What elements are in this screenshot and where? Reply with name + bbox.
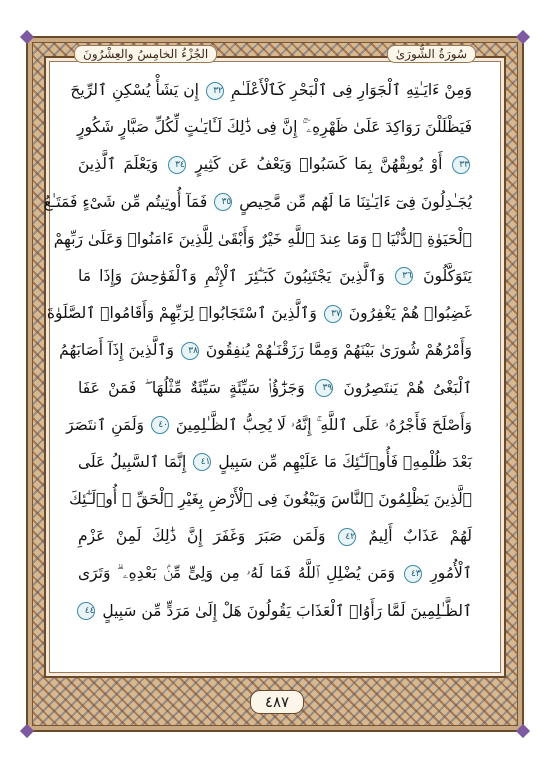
verse-number-marker: ٣٨: [181, 342, 199, 360]
verse-text: وَأَصْلَحَ فَأَجْرُهُۥ عَلَى ٱللَّهِ ۚ إِنَّهُۥ لَا يُحِبُّ ٱلظَّـٰلِمِينَ: [175, 415, 472, 434]
verse-text: ٱلْبَغْىُ هُمْ يَنتَصِرُونَ: [343, 378, 472, 397]
verse-number-marker: ٤١: [193, 453, 211, 471]
verse-number-marker: ٣٩: [315, 379, 333, 397]
text-line: [70, 72, 472, 109]
verse-text: وَمَن يُضْلِلِ ٱللَّهُ فَمَا لَهُۥ مِن وَلِىٍّ مِّنۢ بَعْدِهِۦ ۗ وَتَرَى: [78, 564, 395, 583]
verse-text: ٱلظَّـٰلِمِينَ لَمَّا رَأَوُا۟ ٱلْعَذَابَ يَقُولُونَ هَلْ إِلَىٰ مَرَدٍّ مِّن سَبِيلٍ: [102, 601, 472, 620]
verse-text: يُجَـٰدِلُونَ فِىٓ ءَايَـٰتِنَا مَا لَهُم مِّن مَّحِيصٍ: [239, 192, 472, 211]
verse-text: وَلَمَنِ ٱنتَصَرَ: [66, 415, 145, 434]
verse-text: يَتَوَكَّلُونَ: [423, 266, 472, 285]
verse-number-marker: ٣٥: [214, 193, 232, 211]
verse-text: غَضِبُوا۟ هُمْ يَغْفِرُونَ: [348, 304, 472, 323]
verse-text: أَوْ يُوبِقْهُنَّ بِمَا كَسَبُوا۟ وَيَعْفُ عَن كَثِيرٍ: [195, 155, 443, 174]
text-line: [46, 295, 472, 332]
verse-text: ٱلْأُمُورِ: [430, 564, 472, 583]
verse-text: وَٱلَّذِينَ يَجْتَنِبُونَ كَبَـٰٓئِرَ ٱلْإِثْمِ وَٱلْفَوَٰحِشَ وَإِذَا مَا: [78, 266, 385, 285]
verse-number-marker: ٣٤: [168, 156, 186, 174]
text-line: [78, 593, 472, 630]
surah-title: سُورَةُ الشُّورَىٰ: [387, 45, 476, 63]
verse-text: إِنَّمَا ٱلسَّبِيلُ عَلَى: [78, 452, 187, 471]
verse-number-marker: ٤٠: [151, 416, 169, 434]
verse-text: وَجَزَٰٓؤُا۟ سَيِّئَةٍ سَيِّئَةٌ مِّثْلُهَا ۖ فَمَنْ عَفَا: [78, 378, 305, 397]
verse-number-marker: ٣٧: [324, 305, 342, 323]
verse-number-marker: ٣٣: [452, 156, 470, 174]
verse-text: وَلَمَن صَبَرَ وَغَفَرَ إِنَّ ذَٰلِكَ لَمِنْ عَزْمِ: [78, 527, 326, 546]
quran-text-block: [43, 72, 473, 668]
text-line: [78, 555, 472, 592]
page-header: [44, 44, 506, 64]
text-line: [78, 444, 472, 481]
text-line: [78, 258, 472, 295]
verse-text: وَأَمْرُهُمْ شُورَىٰ بَيْنَهُمْ وَمِمَّا رَزَقْنَـٰهُمْ يُنفِقُونَ: [205, 341, 472, 360]
page-number: ٤٨٧: [250, 690, 304, 714]
verse-text: وَمِنْ ءَايَـٰتِهِ ٱلْجَوَارِ فِى ٱلْبَحْرِ كَٱلْأَعْلَـٰمِ: [230, 81, 472, 99]
text-line: [69, 481, 472, 518]
text-line: [66, 407, 472, 444]
verse-number-marker: ٤٤: [77, 602, 95, 620]
verse-text: وَيَعْلَمَ ٱلَّذِينَ: [78, 155, 159, 174]
text-line: [78, 146, 472, 183]
verse-text: لَهُمْ عَذَابٌ أَلِيمٌ: [368, 527, 472, 546]
verse-number-marker: ٣٢: [206, 82, 224, 100]
verse-text: بَعْدَ ظُلْمِهِۦ فَأُو۟لَـٰٓئِكَ مَا عَلَيْهِم مِّن سَبِيلٍ: [218, 452, 473, 471]
text-line: [53, 221, 472, 258]
verse-number-marker: ٣٦: [395, 267, 413, 285]
juz-title: الجُزْءُ الخامِسُ والعِشْرُونَ: [74, 45, 217, 63]
verse-text: فَمَآ أُوتِيتُم مِّن شَىْءٍ فَمَتَـٰعُ: [43, 192, 208, 211]
verse-number-marker: ٤٣: [404, 565, 422, 583]
verse-text: إِن يَشَأْ يُسْكِنِ ٱلرِّيحَ: [70, 81, 199, 99]
text-line: [78, 518, 472, 555]
verse-number-marker: ٤٢: [338, 528, 356, 546]
verse-text: ٱلْحَيَوٰةِ ٱلدُّنْيَا ۖ وَمَا عِندَ ٱللَّهِ خَيْرٌ وَأَبْقَىٰ لِلَّذِينَ ءَامَنُوا۟ وَعَلَىٰ رَبِّهِمْ: [53, 229, 472, 248]
verse-text: وَٱلَّذِينَ ٱسْتَجَابُوا۟ لِرَبِّهِمْ وَأَقَامُوا۟ ٱلصَّلَوٰةَ: [46, 304, 317, 323]
text-line: [78, 370, 472, 407]
verse-text: ٱلَّذِينَ يَظْلِمُونَ ٱلنَّاسَ وَيَبْغُونَ فِى ٱلْأَرْضِ بِغَيْرِ ٱلْحَقِّ ۚ أُو۟لَـٰٓئِكَ: [69, 490, 472, 509]
verse-text: فَيَظْلَلْنَ رَوَاكِدَ عَلَىٰ ظَهْرِهِۦٓ ۚ إِنَّ فِى ذَٰلِكَ لَـَٔايَـٰتٍ لِّكُلِّ صَبَّارٍ شَكُورٍ: [76, 118, 472, 137]
verse-text: وَٱلَّذِينَ إِذَآ أَصَابَهُمُ: [59, 341, 175, 360]
text-line: [43, 184, 472, 221]
text-line: [78, 109, 472, 146]
text-line: [59, 332, 472, 369]
